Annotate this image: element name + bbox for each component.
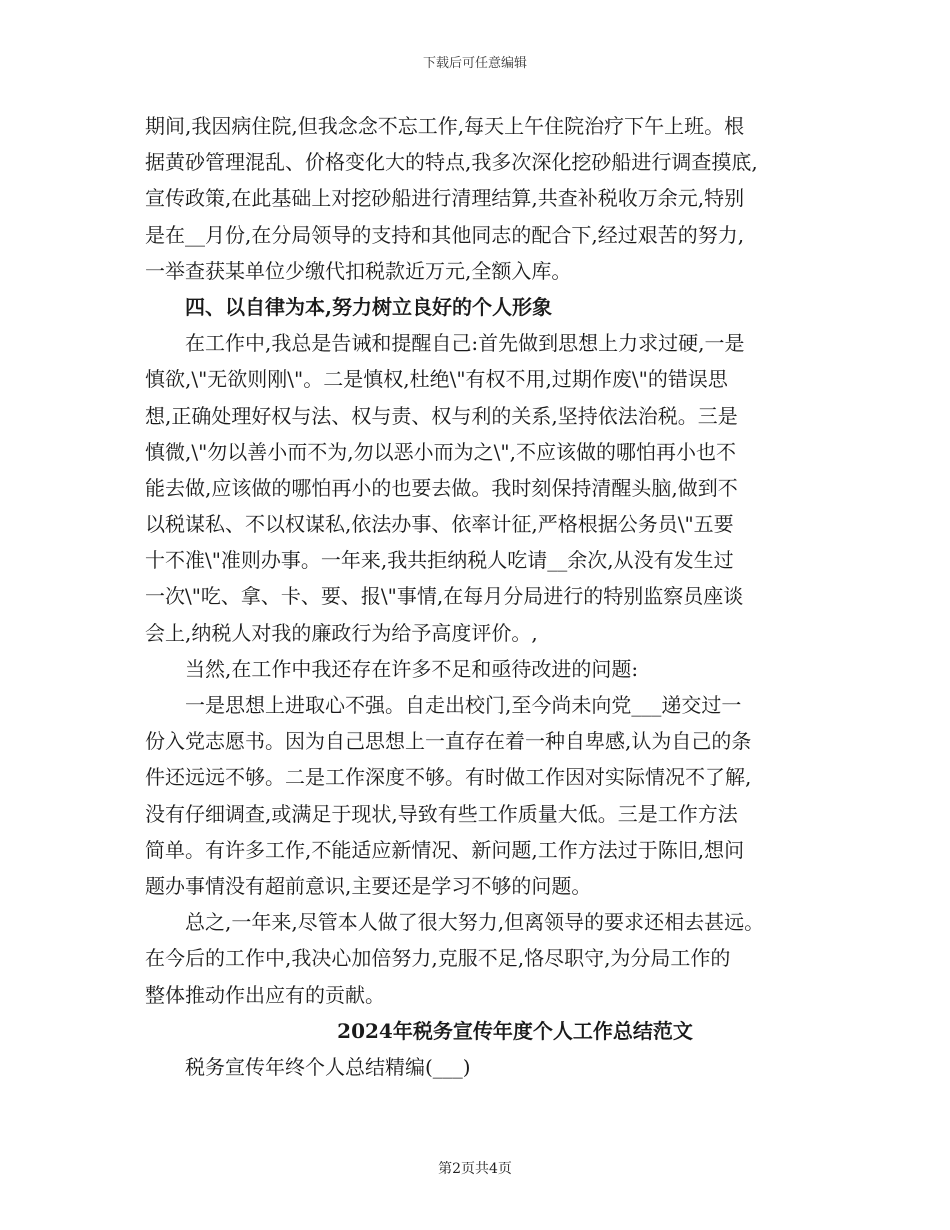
body-line: 一次\"吃、拿、卡、要、报\"事情,在每月分局进行的特别监察员座谈 (145, 584, 744, 609)
body-line: 会上,纳税人对我的廉政行为给予高度评价。, (145, 620, 538, 645)
body-line: 件还远远不够。二是工作深度不够。有时做工作因对实际情况不了解, (145, 765, 752, 790)
body-line: 整体推动作出应有的贡献。 (145, 982, 385, 1007)
body-line: 想,正确处理好权与法、权与责、权与利的关系,坚持依法治税。三是 (145, 403, 738, 428)
body-line: 题办事情没有超前意识,主要还是学习不够的问题。 (145, 873, 592, 898)
document-body (145, 108, 845, 1085)
body-line: 在今后的工作中,我决心加倍努力,克服不足,恪尽职守,为分局工作的 (145, 946, 731, 971)
page-footer: 第2页共4页 (438, 1161, 512, 1177)
body-line: 当然,在工作中我还存在许多不足和亟待改进的问题: (185, 656, 639, 681)
body-line: 宣传政策,在此基础上对挖砂船进行清理结算,共查补税收万余元,特别 (145, 186, 745, 211)
body-line: 总之,一年来,尽管本人做了很大努力,但离领导的要求还相去甚远。 (185, 910, 765, 935)
body-line: 期间,我因病住院,但我念念不忘工作,每天上午住院治疗下午上班。根 (145, 114, 745, 138)
body-line: 份入党志愿书。因为自己思想上一直存在着一种自卑感,认为自己的条 (145, 729, 752, 754)
body-line: 能去做,应该做的哪怕再小的也要去做。我时刻保持清醒头脑,做到不 (145, 475, 738, 500)
body-line: 税务宣传年终个人总结精编(___) (185, 1054, 471, 1079)
body-line: 一举查获某单位少缴代扣税款近万元,全额入库。 (145, 258, 572, 283)
page-header: 下载后可任意编辑 (422, 56, 527, 71)
section-heading: 四、以自律为本,努力树立良好的个人形象 (185, 294, 552, 319)
body-line: 据黄砂管理混乱、价格变化大的特点,我多次深化挖砂船进行调查摸底, (145, 150, 758, 175)
body-line: 没有仔细调查,或满足于现状,导致有些工作质量大低。三是工作方法 (145, 801, 738, 826)
body-line: 在工作中,我总是告诫和提醒自己:首先做到思想上力求过硬,一是 (185, 331, 745, 356)
body-line: 简单。有许多工作,不能适应新情况、新问题,工作方法过于陈旧,想问 (145, 837, 745, 862)
body-line: 慎欲,\"无欲则刚\"。二是慎权,杜绝\"有权不用,过期作废\"的错误思 (145, 367, 728, 392)
body-line: 十不准\"准则办事。一年来,我共拒纳税人吃请__余次,从没有发生过 (145, 548, 734, 573)
body-line: 以税谋私、不以权谋私,依法办事、依率计征,严格根据公务员\"五要 (145, 512, 734, 537)
body-line: 慎微,\"勿以善小而不为,勿以恶小而为之\",不应该做的哪怕再小也不 (145, 439, 736, 464)
body-line: 是在__月份,在分局领导的支持和其他同志的配合下,经过艰苦的努力, (145, 222, 745, 247)
document-title: 2024年税务宣传年度个人工作总结范文 (337, 1018, 693, 1043)
body-line: 一是思想上进取心不强。自走出校门,至今尚未向党___递交过一 (185, 693, 742, 717)
